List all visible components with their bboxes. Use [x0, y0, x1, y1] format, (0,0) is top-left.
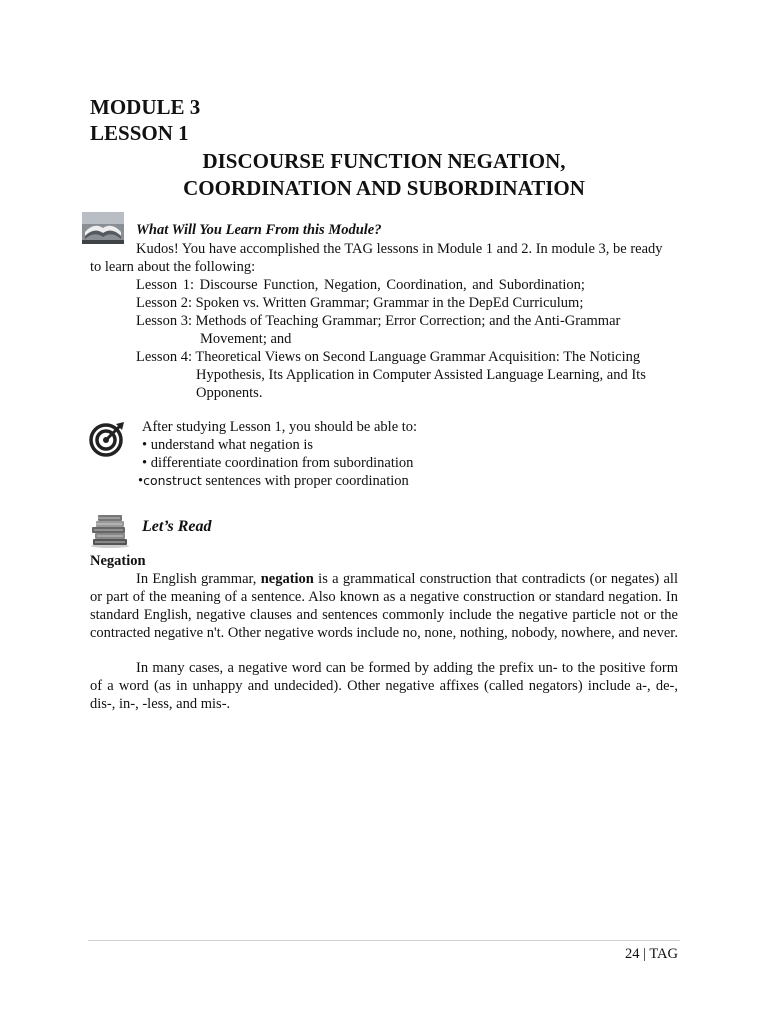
negation-p1-start: In English grammar, [136, 571, 261, 587]
footer-divider [88, 940, 680, 941]
objective-item-2: • differentiate coordination from subordination [142, 455, 414, 471]
negation-p1-rest: is a grammatical construction that contradicts (or negates) all or part of the meaning of a sentence. Also known as a negative construction or standard negation. In standard English, negative clauses and sentences commonly include the negative particle not or the contracted negative n't. Other negative words include no, none, nothing, nobody, nowhere, and never. [90, 571, 678, 641]
lesson-item-4: Lesson 4: Theoretical Views on Second Language Grammar Acquisition: The Noticing [136, 349, 641, 365]
learn-intro-line1: Kudos! You have accomplished the TAG lessons in Module 1 and 2. In module 3, be ready [136, 241, 663, 257]
books-photo-icon [82, 212, 124, 244]
module-title: MODULE 3 [90, 95, 201, 119]
negation-heading: Negation [90, 553, 146, 569]
objective-verb: construct [143, 473, 202, 488]
objective-bullet: • [138, 473, 144, 489]
objectives-intro: After studying Lesson 1, you should be able to: [142, 419, 418, 435]
learn-heading: What Will You Learn From this Module? [136, 222, 382, 238]
target-icon [88, 420, 126, 458]
lesson-item-4-cont2: Opponents. [196, 385, 263, 401]
negation-paragraph-2: In many cases, a negative word can be formed by adding the prefix un- to the positive form of a word (as in unhappy and undecided). Other negative affixes (called negators) include a-, de-, dis-, in-, -less, and mis-. [90, 660, 678, 712]
book-stack-icon [90, 512, 130, 548]
learn-intro-line2: to learn about the following: [90, 259, 256, 275]
lesson-item-1: Lesson 1: Discourse Function, Negation, Coordination, and Subordination; [136, 277, 585, 293]
negation-paragraph-1 [90, 570, 678, 642]
lets-read-heading: Let’s Read [142, 518, 212, 535]
negation-term: negation [260, 571, 314, 587]
objective-item-1: • understand what negation is [142, 437, 313, 453]
lesson-item-3: Lesson 3: Methods of Teaching Grammar; Error Correction; and the Anti-Grammar [136, 313, 621, 329]
lesson-item-4-cont1: Hypothesis, Its Application in Computer Assisted Language Learning, and Its [196, 367, 646, 383]
objective-item-3 [138, 472, 409, 490]
page-number: 24 | TAG [624, 946, 678, 962]
page-title-line1: DISCOURSE FUNCTION NEGATION, [202, 149, 566, 173]
objective-rest: sentences with proper coordination [201, 473, 409, 489]
page-title-line2: COORDINATION AND SUBORDINATION [183, 176, 585, 200]
lesson-title: LESSON 1 [90, 121, 189, 145]
lesson-item-2: Lesson 2: Spoken vs. Written Grammar; Grammar in the DepEd Curriculum; [136, 295, 584, 311]
lesson-item-3-cont: Movement; and [200, 331, 292, 347]
